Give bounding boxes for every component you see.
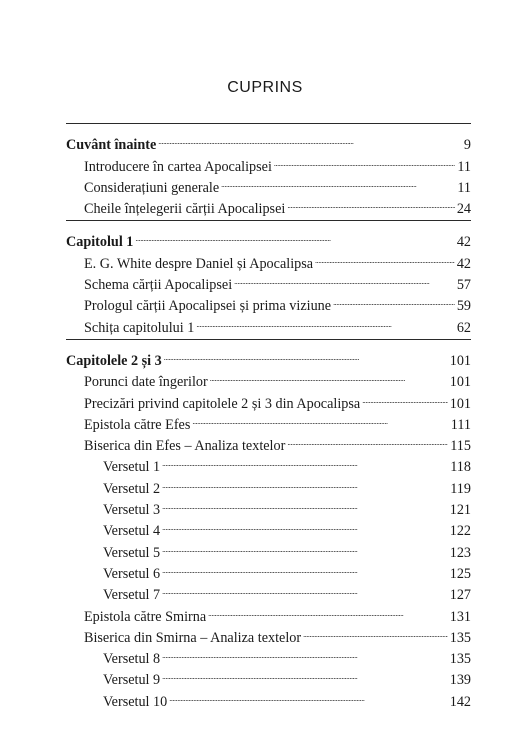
entry-label: Epistola către Smirna: [84, 608, 207, 625]
page-number: 121: [449, 502, 471, 519]
entry-label: Versetul 1: [103, 459, 161, 476]
page-number: 11: [457, 158, 471, 175]
entry-label: Versetul 4: [103, 523, 161, 540]
dot-leader: [221, 171, 455, 192]
page-number: 119: [450, 480, 471, 497]
page-number: 118: [450, 459, 471, 476]
page-number: 101: [449, 352, 471, 369]
entry-label: Considerațiuni generale: [84, 179, 220, 196]
page-number: 57: [456, 277, 471, 294]
dot-leader: [158, 128, 462, 149]
dot-leader: [162, 642, 448, 663]
dot-leader: [135, 225, 454, 246]
page-number: 59: [456, 298, 471, 315]
entry-label: Capitolul 1: [66, 234, 134, 251]
entry-label: Versetul 7: [103, 587, 161, 604]
dot-leader: [362, 386, 448, 407]
chapter-heading: [66, 128, 471, 154]
page-number: 135: [449, 651, 471, 668]
page-number: 42: [456, 234, 471, 251]
page-number: 62: [456, 319, 471, 336]
toc-section: [66, 123, 471, 220]
entry-label: Introducere în cartea Apocalipsei: [84, 158, 272, 175]
entry-label: Cuvânt înainte: [66, 137, 157, 154]
entry-label: Porunci date îngerilor: [84, 374, 208, 391]
dot-leader: [196, 310, 454, 331]
entry-label: Capitolele 2 și 3: [66, 352, 162, 369]
dot-leader: [208, 599, 448, 620]
table-of-contents: [66, 123, 471, 713]
dot-leader: [287, 429, 448, 450]
page-number: 131: [449, 608, 471, 625]
dot-leader: [162, 557, 448, 578]
toc-section: [66, 339, 471, 713]
entry-label: Precizări privind capitolele 2 și 3 din Apocalipsa: [84, 395, 361, 412]
entry-label: Versetul 10: [103, 693, 168, 710]
page-number: 111: [450, 416, 471, 433]
entry-label: Versetul 5: [103, 544, 161, 561]
page-number: 101: [449, 374, 471, 391]
entry-label: Versetul 8: [103, 651, 161, 668]
dot-leader: [303, 621, 448, 642]
page-number: 139: [449, 672, 471, 689]
entry-label: Biserica din Efes – Analiza textelor: [84, 438, 286, 455]
entry-label: Epistola către Efes: [84, 416, 191, 433]
dot-leader: [274, 149, 455, 170]
entry-label: Versetul 2: [103, 480, 161, 497]
entry-label: Schița capitolului 1: [84, 319, 195, 336]
entry-label: Schema cărții Apocalipsei: [84, 277, 233, 294]
entry-label: Versetul 9: [103, 672, 161, 689]
page-number: 135: [449, 629, 471, 646]
page-number: 42: [456, 255, 471, 272]
page-number: 115: [450, 438, 471, 455]
dot-leader: [169, 684, 447, 705]
entry-label: Cheile înțelegerii cărții Apocalipsei: [84, 201, 286, 218]
page-number: 24: [456, 201, 471, 218]
dot-leader: [162, 663, 448, 684]
entry-label: E. G. White despre Daniel și Apocalipsa: [84, 255, 314, 272]
entry-label: Versetul 6: [103, 565, 161, 582]
chapter-heading: [66, 344, 471, 369]
dot-leader: [162, 514, 448, 535]
page-number: 11: [457, 179, 471, 196]
dot-leader: [164, 344, 448, 365]
page-number: 127: [449, 587, 471, 604]
toc-section: [66, 220, 471, 338]
dot-leader: [287, 192, 455, 213]
entry-label: Prologul cărții Apocalipsei și prima viziune: [84, 298, 332, 315]
page-number: 125: [449, 565, 471, 582]
page-number: 123: [449, 544, 471, 561]
dot-leader: [210, 365, 448, 386]
dot-leader: [234, 268, 455, 289]
dot-leader: [333, 289, 455, 310]
chapter-heading: [66, 225, 471, 251]
page-number: 142: [449, 693, 471, 710]
dot-leader: [162, 493, 448, 514]
page-title: CUPRINS: [227, 79, 303, 96]
dot-leader: [162, 450, 448, 471]
dot-leader: [315, 246, 455, 267]
page-number: 101: [449, 395, 471, 412]
entry-label: Versetul 3: [103, 502, 161, 519]
dot-leader: [162, 535, 448, 556]
page-number: 122: [449, 523, 471, 540]
page-number: 9: [463, 137, 471, 154]
dot-leader: [192, 408, 448, 429]
dot-leader: [162, 578, 448, 599]
entry-label: Biserica din Smirna – Analiza textelor: [84, 629, 302, 646]
dot-leader: [162, 471, 448, 492]
